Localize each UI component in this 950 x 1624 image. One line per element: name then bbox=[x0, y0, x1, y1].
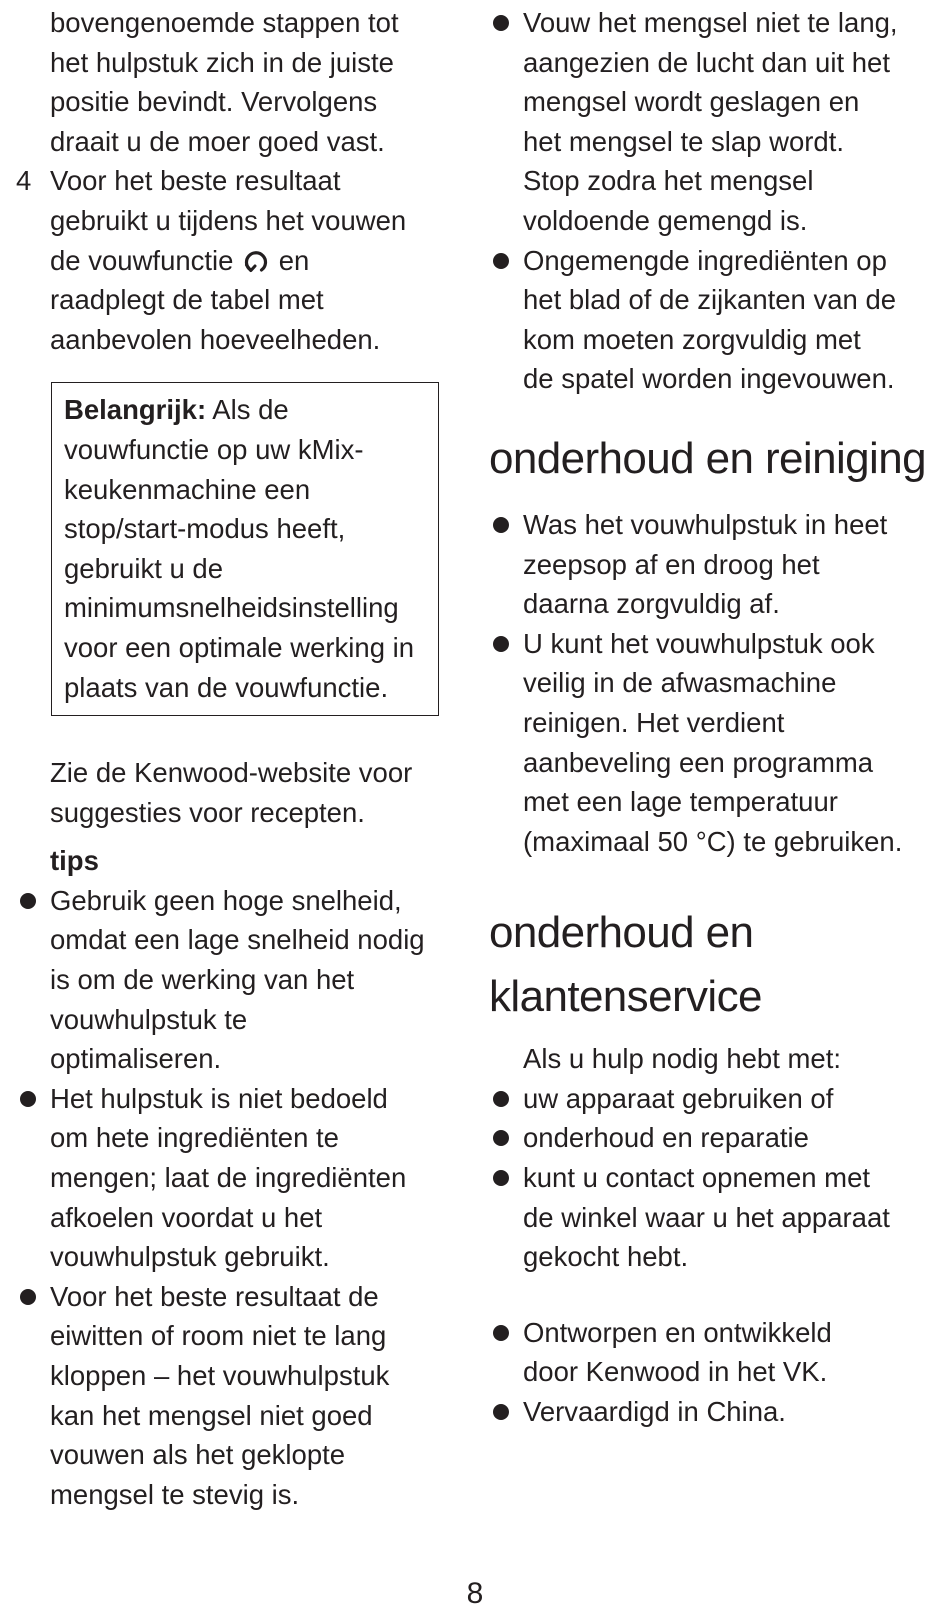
text-line: gebruikt u tijdens het vouwen bbox=[50, 204, 407, 236]
bullet-icon bbox=[20, 893, 36, 909]
heading-line: onderhoud en bbox=[489, 908, 754, 958]
text-line: mengsel te stevig is. bbox=[50, 1478, 300, 1510]
text-line: mengsel wordt geslagen en bbox=[523, 86, 860, 118]
bullet-icon bbox=[493, 517, 509, 533]
list-item bbox=[50, 881, 450, 1079]
important-notice-box bbox=[51, 382, 439, 716]
text-line: mengen; laat de ingrediënten bbox=[50, 1162, 407, 1194]
text-line: suggesties voor recepten. bbox=[50, 796, 365, 828]
text-line: Was het vouwhulpstuk in heet bbox=[523, 508, 888, 540]
text-line: het blad of de zijkanten van de bbox=[523, 284, 897, 316]
text-line: Stop zodra het mengsel bbox=[523, 165, 814, 197]
heading-line: klantenservice bbox=[489, 972, 762, 1022]
text-line: vouwhulpstuk te bbox=[50, 1003, 248, 1035]
bullet-icon bbox=[493, 636, 509, 652]
text-line: Voor het beste resultaat bbox=[50, 165, 341, 197]
list-item bbox=[50, 1277, 450, 1515]
text-line: (maximaal 50 °C) te gebruiken. bbox=[523, 825, 903, 857]
origin-list bbox=[523, 1313, 943, 1432]
text-line: zeepsop af en droog het bbox=[523, 548, 820, 580]
page-number: 8 bbox=[466, 1577, 484, 1610]
bullet-icon bbox=[493, 1170, 509, 1186]
text-line: en bbox=[278, 244, 310, 276]
text-line: voldoende gemengd is. bbox=[523, 204, 808, 236]
text-line: vouwen als het geklopte bbox=[50, 1439, 346, 1471]
text-line: Ontworpen en ontwikkeld bbox=[523, 1316, 832, 1348]
text-line: aanbeveling een programma bbox=[523, 746, 874, 778]
fold-function-icon bbox=[243, 248, 269, 274]
text-line: is om de werking van het bbox=[50, 964, 355, 996]
tips-list bbox=[50, 881, 450, 1515]
text-line: positie bevindt. Vervolgens bbox=[50, 86, 378, 118]
text-line: U kunt het vouwhulpstuk ook bbox=[523, 627, 875, 659]
left-column bbox=[16, 3, 450, 1514]
text-line: uw apparaat gebruiken of bbox=[523, 1082, 834, 1114]
list-item bbox=[523, 1079, 943, 1119]
text-line: vouwfunctie op uw kMix- bbox=[64, 433, 364, 465]
text-line: om hete ingrediënten te bbox=[50, 1122, 339, 1154]
text-line: voor een optimale werking in bbox=[64, 631, 415, 663]
text-line: daarna zorgvuldig af. bbox=[523, 588, 780, 620]
list-item bbox=[523, 1118, 943, 1158]
list-item bbox=[523, 1158, 943, 1277]
text-line: het hulpstuk zich in de juiste bbox=[50, 46, 394, 78]
text-line: keukenmachine een bbox=[64, 473, 311, 505]
text-line: draait u de moer goed vast. bbox=[50, 125, 385, 157]
text-line: veilig in de afwasmachine bbox=[523, 667, 837, 699]
list-item bbox=[523, 3, 943, 241]
text-line: minimumsnelheidsinstelling bbox=[64, 592, 399, 624]
text-line: Gebruik geen hoge snelheid, bbox=[50, 884, 402, 916]
text-line: stop/start-modus heeft, bbox=[64, 513, 346, 545]
text-line: raadplegt de tabel met bbox=[50, 284, 324, 316]
text-line: Voor het beste resultaat de bbox=[50, 1280, 379, 1312]
text-line: onderhoud en reparatie bbox=[523, 1122, 809, 1154]
text-line: Het hulpstuk is niet bedoeld bbox=[50, 1082, 388, 1114]
website-paragraph bbox=[50, 753, 450, 832]
service-intro: Als u hulp nodig hebt met: bbox=[523, 1043, 841, 1075]
bullet-icon bbox=[493, 253, 509, 269]
text-line: eiwitten of room niet te lang bbox=[50, 1320, 387, 1352]
step-4 bbox=[16, 161, 450, 359]
text-line: aanbevolen hoeveelheden. bbox=[50, 323, 381, 355]
cleaning-list bbox=[523, 505, 943, 861]
right-column bbox=[489, 3, 943, 1432]
text-line: de vouwfunctie bbox=[50, 244, 234, 276]
text-line: vouwhulpstuk gebruikt. bbox=[50, 1241, 330, 1273]
bullet-icon bbox=[20, 1091, 36, 1107]
service-heading bbox=[489, 901, 943, 1029]
list-item bbox=[523, 1392, 943, 1432]
text-line: Ongemengde ingrediënten op bbox=[523, 244, 887, 276]
text-line: Als de bbox=[212, 394, 289, 426]
bullet-icon bbox=[493, 1130, 509, 1146]
text-line: Zie de Kenwood-website voor bbox=[50, 757, 413, 789]
bullet-icon bbox=[493, 1325, 509, 1341]
notice-label: Belangrijk: bbox=[64, 394, 207, 426]
text-line: Vouw het mengsel niet te lang, bbox=[523, 7, 898, 38]
text-line: de winkel waar u het apparaat bbox=[523, 1201, 890, 1233]
text-line: Vervaardigd in China. bbox=[523, 1396, 786, 1428]
text-line: kunt u contact opnemen met bbox=[523, 1162, 871, 1194]
text-line: reinigen. Het verdient bbox=[523, 706, 785, 738]
step-number: 4 bbox=[16, 165, 32, 197]
list-item bbox=[523, 241, 943, 399]
bullet-icon bbox=[20, 1289, 36, 1305]
text-line: door Kenwood in het VK. bbox=[523, 1356, 828, 1388]
text-line: bovengenoemde stappen tot bbox=[50, 7, 399, 38]
text-line: aangezien de lucht dan uit het bbox=[523, 46, 890, 78]
intro-paragraph bbox=[50, 3, 450, 161]
text-line: het mengsel te slap wordt. bbox=[523, 125, 845, 157]
text-line: kom moeten zorgvuldig met bbox=[523, 323, 861, 355]
text-line: gekocht hebt. bbox=[523, 1241, 689, 1273]
text-line: afkoelen voordat u het bbox=[50, 1201, 323, 1233]
bullet-icon bbox=[493, 1091, 509, 1107]
service-list bbox=[523, 1079, 943, 1277]
tips-list-continued bbox=[523, 3, 943, 399]
list-item bbox=[523, 624, 943, 862]
text-line: plaats van de vouwfunctie. bbox=[64, 671, 389, 703]
cleaning-heading: onderhoud en reiniging bbox=[489, 433, 926, 483]
bullet-icon bbox=[493, 1404, 509, 1420]
text-line: kan het mengsel niet goed bbox=[50, 1399, 373, 1431]
list-item bbox=[523, 505, 943, 624]
text-line: de spatel worden ingevouwen. bbox=[523, 363, 895, 395]
list-item bbox=[523, 1313, 943, 1392]
tips-heading: tips bbox=[50, 845, 99, 877]
text-line: omdat een lage snelheid nodig bbox=[50, 924, 425, 956]
text-line: gebruikt u de bbox=[64, 552, 223, 584]
text-line: kloppen – het vouwhulpstuk bbox=[50, 1360, 390, 1391]
text-line: met een lage temperatuur bbox=[523, 786, 838, 818]
bullet-icon bbox=[493, 15, 509, 31]
text-line: optimaliseren. bbox=[50, 1043, 222, 1075]
list-item bbox=[50, 1079, 450, 1277]
